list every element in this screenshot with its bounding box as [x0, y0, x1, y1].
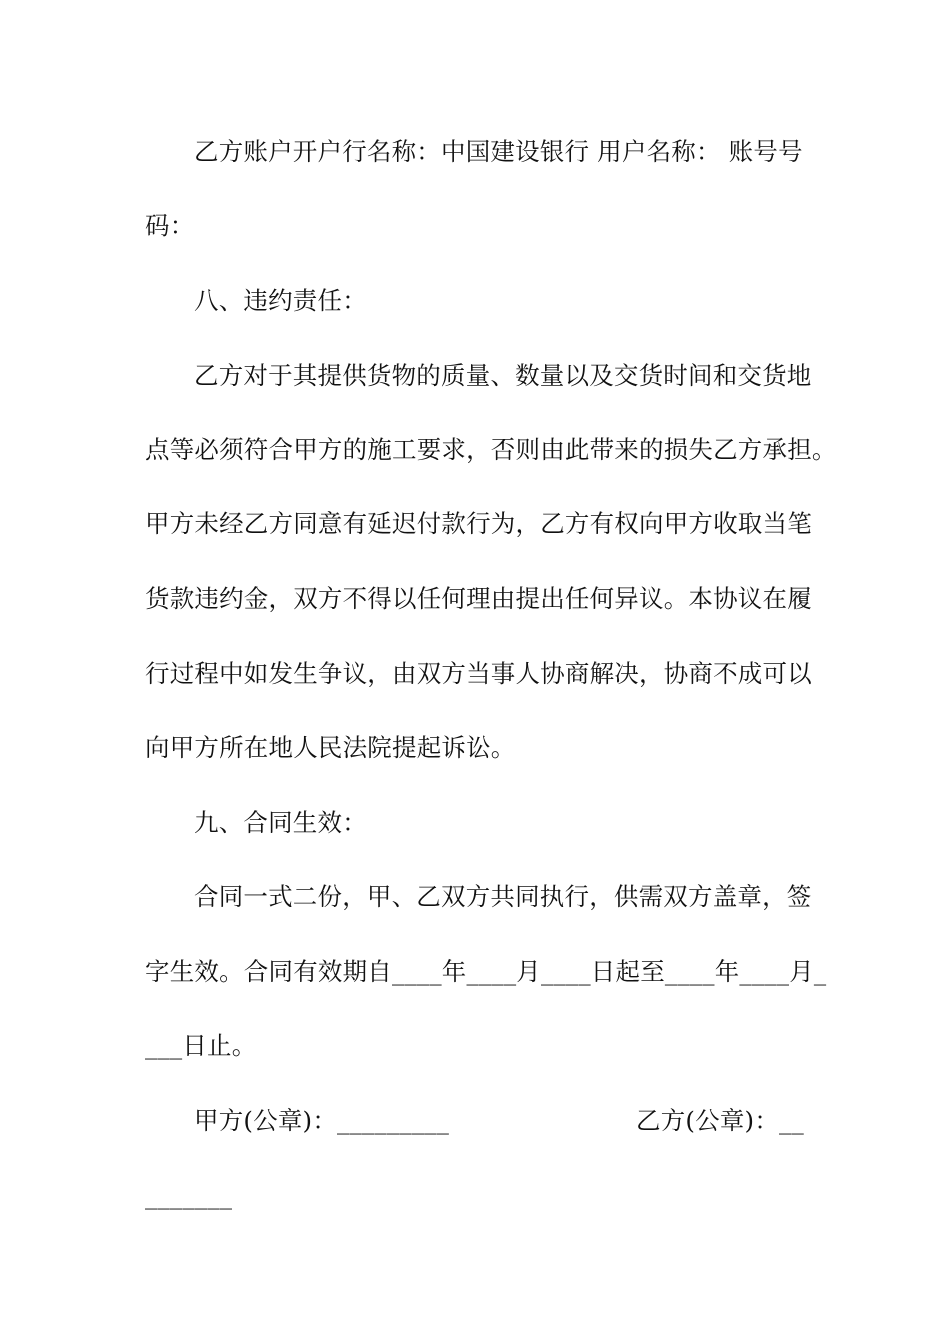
paragraph-line: 字生效。合同有效期自____年____月____日起至____年____月_	[145, 957, 827, 986]
paragraph-line: 行过程中如发生争议，由双方当事人协商解决，协商不成可以	[145, 659, 812, 688]
paragraph-line: 甲方未经乙方同意有延迟付款行为，乙方有权向甲方收取当笔	[145, 509, 812, 538]
section-heading-breach: 八、违约责任：	[194, 286, 367, 315]
signature-row	[194, 1105, 815, 1137]
party-b-seal-continued: _______	[145, 1181, 233, 1210]
bank-account-line: 乙方账户开户行名称：中国建设银行 用户名称： 账号号	[194, 137, 803, 166]
paragraph-line: 货款违约金，双方不得以任何理由提出任何异议。本协议在履	[145, 584, 812, 613]
paragraph-line: 合同一式二份，甲、乙双方共同执行，供需双方盖章，签	[194, 882, 812, 911]
bank-account-line-continued: 码：	[145, 211, 195, 240]
section-heading-effect: 九、合同生效：	[194, 808, 367, 837]
paragraph-line: 乙方对于其提供货物的质量、数量以及交货时间和交货地	[194, 361, 812, 390]
party-b-seal: 乙方(公章)：__	[636, 1106, 804, 1135]
paragraph-line: 向甲方所在地人民法院提起诉讼。	[145, 733, 516, 762]
paragraph-line: 点等必须符合甲方的施工要求，否则由此带来的损失乙方承担。	[145, 435, 837, 464]
paragraph-line: ___日止。	[145, 1031, 257, 1060]
party-a-seal: 甲方(公章)：_________	[194, 1106, 450, 1135]
